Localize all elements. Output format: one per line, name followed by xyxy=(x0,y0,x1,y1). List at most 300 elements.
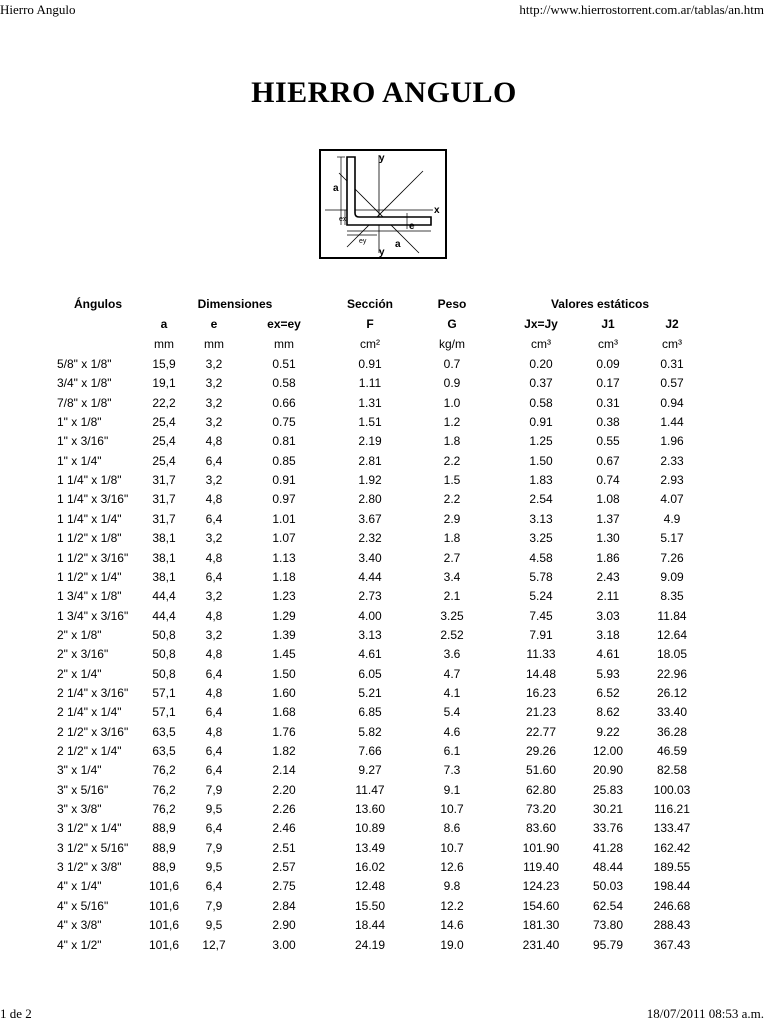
cell-f: 7.66 xyxy=(358,744,382,758)
cell-j2: 4.07 xyxy=(660,492,684,507)
cell-g: 4.6 xyxy=(443,724,461,739)
cell-jx-jy: 0.20 xyxy=(529,357,553,371)
cell-ex-ey: 2.14 xyxy=(272,763,296,778)
cell-j2: 4.9 xyxy=(663,511,681,526)
dimension-a-left: a xyxy=(333,183,339,194)
cell-j2: 11.84 xyxy=(657,608,687,623)
header-seccion: Sección xyxy=(346,297,394,311)
cell-angulo: 2 1/2" x 1/4" xyxy=(57,744,122,758)
cell-jx-jy: 21.23 xyxy=(525,705,557,720)
cell-j1: 62.54 xyxy=(592,898,624,913)
cell-ex-ey: 2.26 xyxy=(272,802,296,817)
cell-angulo: 4" x 3/8" xyxy=(57,918,102,933)
cell-g: 12.6 xyxy=(440,860,464,875)
cell-j1: 1.08 xyxy=(596,492,620,507)
cell-jx-jy: 11.33 xyxy=(526,647,556,662)
cell-j2: 33.40 xyxy=(656,705,688,720)
cell-j1: 95.79 xyxy=(592,937,624,952)
cell-jx-jy: 1.25 xyxy=(529,434,553,449)
cell-j2: 18.05 xyxy=(656,647,688,662)
cell-j1: 1.37 xyxy=(596,511,620,526)
cell-angulo: 1 1/2" x 1/8" xyxy=(57,531,122,546)
cell-e: 4,8 xyxy=(205,550,223,565)
cell-j1: 25.83 xyxy=(592,782,624,797)
cell-j1: 0.38 xyxy=(596,415,620,430)
cell-j2: 288.43 xyxy=(653,918,691,933)
cell-f: 1.31 xyxy=(358,395,382,410)
cell-j2: 26.12 xyxy=(656,685,688,700)
dimension-ex: ex xyxy=(339,216,347,223)
cell-ex-ey: 1.82 xyxy=(272,744,296,758)
cell-e: 7,9 xyxy=(205,840,223,855)
cell-ex-ey: 1.60 xyxy=(272,685,296,700)
unit-e: mm xyxy=(204,337,224,351)
cell-f: 2.80 xyxy=(358,492,382,507)
cell-a: 101,6 xyxy=(148,879,180,894)
table-row xyxy=(0,800,768,819)
cell-jx-jy: 1.50 xyxy=(529,453,553,468)
cell-a: 31,7 xyxy=(152,511,176,526)
y-axis-label-top: y xyxy=(379,153,385,164)
cell-f: 16.02 xyxy=(354,860,386,875)
cell-e: 7,9 xyxy=(205,782,223,797)
cell-ex-ey: 1.76 xyxy=(272,724,296,739)
cell-e: 3,2 xyxy=(205,473,223,488)
cell-f: 3.13 xyxy=(358,627,382,642)
cell-e: 3,2 xyxy=(205,531,223,546)
cell-e: 3,2 xyxy=(205,395,223,410)
table-row xyxy=(0,819,768,838)
cell-f: 2.73 xyxy=(358,589,382,604)
table-row xyxy=(0,471,768,490)
cell-e: 3,2 xyxy=(205,627,223,642)
cell-f: 15.50 xyxy=(354,898,386,913)
cell-g: 9.8 xyxy=(443,879,461,894)
cell-angulo: 1 1/4" x 1/4" xyxy=(57,511,122,526)
cell-j2: 162.42 xyxy=(653,840,691,855)
column-header-j2: J2 xyxy=(665,317,679,331)
cell-angulo: 4" x 5/16" xyxy=(57,898,109,913)
cell-a: 44,4 xyxy=(152,589,176,604)
cell-a: 101,6 xyxy=(148,898,180,913)
cell-g: 9.1 xyxy=(443,782,461,797)
cell-jx-jy: 119.40 xyxy=(523,860,559,875)
cell-jx-jy: 1.83 xyxy=(529,473,553,488)
cell-g: 19.0 xyxy=(440,937,464,952)
cell-j1: 30.21 xyxy=(592,802,624,817)
cell-a: 88,9 xyxy=(152,860,176,875)
cell-g: 1.2 xyxy=(443,415,461,430)
cell-e: 4,8 xyxy=(205,685,223,700)
table-row xyxy=(0,452,768,471)
cell-e: 6,4 xyxy=(205,511,223,526)
cell-j1: 0.17 xyxy=(596,376,620,391)
cell-ex-ey: 1.45 xyxy=(272,647,296,662)
cell-ex-ey: 1.07 xyxy=(272,531,296,546)
cell-g: 12.2 xyxy=(440,898,464,913)
cell-e: 6,4 xyxy=(205,879,223,894)
table-column-header-row xyxy=(0,315,768,334)
cell-jx-jy: 4.58 xyxy=(529,550,553,565)
cell-j1: 0.09 xyxy=(596,357,620,371)
cell-angulo: 7/8" x 1/8" xyxy=(57,395,112,410)
table-row xyxy=(0,665,768,684)
cell-ex-ey: 0.97 xyxy=(272,492,296,507)
cell-jx-jy: 101.90 xyxy=(522,840,560,855)
cell-j1: 3.18 xyxy=(596,627,620,642)
cell-g: 2.2 xyxy=(443,453,461,468)
cell-g: 10.7 xyxy=(440,802,464,817)
cell-angulo: 1 1/2" x 3/16" xyxy=(57,550,129,565)
cell-e: 4,8 xyxy=(205,647,223,662)
table-row xyxy=(0,374,768,393)
cell-j1: 1.30 xyxy=(596,531,620,546)
cell-j2: 12.64 xyxy=(656,627,688,642)
table-group-header-row xyxy=(0,295,768,314)
cell-j1: 12.00 xyxy=(592,744,624,758)
table-row xyxy=(0,549,768,568)
cell-f: 12.48 xyxy=(354,879,386,894)
cell-jx-jy: 83.60 xyxy=(525,821,557,836)
cell-a: 38,1 xyxy=(152,569,176,584)
cell-jx-jy: 0.37 xyxy=(529,376,553,391)
unit-jx-jy: cm³ xyxy=(531,337,551,351)
cell-angulo: 2" x 3/16" xyxy=(57,647,109,662)
cell-angulo: 1 1/4" x 3/16" xyxy=(57,492,129,507)
cell-e: 6,4 xyxy=(205,569,223,584)
cell-j2: 0.31 xyxy=(660,357,684,371)
cell-ex-ey: 1.29 xyxy=(272,608,296,623)
cell-a: 25,4 xyxy=(152,453,176,468)
cell-ex-ey: 2.75 xyxy=(272,879,296,894)
cell-angulo: 3" x 3/8" xyxy=(57,802,102,817)
cell-jx-jy: 73.20 xyxy=(525,802,557,817)
cell-e: 6,4 xyxy=(205,744,223,758)
cell-ex-ey: 0.91 xyxy=(272,473,296,488)
cell-angulo: 2 1/4" x 1/4" xyxy=(57,705,122,720)
cell-j2: 367.43 xyxy=(653,937,691,952)
cell-f: 13.49 xyxy=(354,840,386,855)
cell-j2: 2.93 xyxy=(660,473,684,488)
cell-a: 63,5 xyxy=(152,744,176,758)
dimension-e: e xyxy=(409,221,415,232)
table-row xyxy=(0,626,768,645)
cell-f: 10.89 xyxy=(354,821,386,836)
cell-ex-ey: 2.20 xyxy=(272,782,296,797)
unit-j2: cm³ xyxy=(662,337,682,351)
cell-a: 50,8 xyxy=(152,627,176,642)
cell-j1: 0.67 xyxy=(596,453,620,468)
y-axis-label-bottom: y xyxy=(379,247,385,258)
cell-j2: 0.57 xyxy=(660,376,684,391)
cell-f: 0.91 xyxy=(358,357,382,371)
cell-a: 31,7 xyxy=(152,492,176,507)
cell-e: 6,4 xyxy=(205,705,223,720)
cell-a: 63,5 xyxy=(152,724,176,739)
cell-g: 2.52 xyxy=(440,627,464,642)
table-row xyxy=(0,936,768,955)
cell-jx-jy: 181.30 xyxy=(522,918,560,933)
cell-e: 4,8 xyxy=(205,434,223,449)
cell-j2: 133.47 xyxy=(653,821,691,836)
cell-jx-jy: 2.54 xyxy=(529,492,553,507)
cell-f: 4.61 xyxy=(358,647,382,662)
cell-f: 4.44 xyxy=(358,569,382,584)
cell-f: 18.44 xyxy=(354,918,386,933)
cell-angulo: 1 1/4" x 1/8" xyxy=(57,473,122,488)
cell-f: 6.05 xyxy=(358,666,382,681)
cell-j1: 8.62 xyxy=(596,705,620,720)
cell-j2: 7.26 xyxy=(660,550,684,565)
cell-g: 2.9 xyxy=(443,511,461,526)
cell-jx-jy: 7.45 xyxy=(529,608,553,623)
cell-j2: 5.17 xyxy=(660,531,684,546)
cell-j1: 41.28 xyxy=(592,840,624,855)
cell-angulo: 3 1/2" x 1/4" xyxy=(57,821,122,836)
cell-a: 50,8 xyxy=(152,647,176,662)
cell-jx-jy: 5.24 xyxy=(529,589,553,604)
table-row xyxy=(0,394,768,413)
dimension-a-bottom: a xyxy=(395,239,401,250)
x-axis-label: x xyxy=(434,205,440,216)
cell-j1: 2.43 xyxy=(596,569,620,584)
cell-ex-ey: 2.84 xyxy=(272,898,296,913)
cell-g: 3.6 xyxy=(443,647,461,662)
cell-j1: 3.03 xyxy=(596,608,620,623)
cell-ex-ey: 2.57 xyxy=(272,860,296,875)
cell-angulo: 1" x 1/4" xyxy=(57,453,102,468)
cell-f: 3.40 xyxy=(358,550,382,565)
cell-j2: 189.55 xyxy=(653,860,691,875)
cell-angulo: 1 3/4" x 1/8" xyxy=(57,589,122,604)
cell-e: 3,2 xyxy=(205,589,223,604)
cell-angulo: 3 1/2" x 5/16" xyxy=(57,840,129,855)
unit-g: kg/m xyxy=(438,337,465,351)
cell-e: 3,2 xyxy=(205,357,223,371)
cell-jx-jy: 62.80 xyxy=(525,782,557,797)
cell-ex-ey: 0.58 xyxy=(272,376,296,391)
cell-ex-ey: 0.81 xyxy=(272,434,296,449)
cell-j2: 198.44 xyxy=(653,879,691,894)
cell-ex-ey: 0.75 xyxy=(272,415,296,430)
cell-j2: 100.03 xyxy=(653,782,691,797)
cell-f: 4.00 xyxy=(358,608,382,623)
cell-ex-ey: 2.51 xyxy=(272,840,296,855)
cell-e: 9,5 xyxy=(205,860,223,875)
column-header-j1: J1 xyxy=(601,317,615,331)
table-row xyxy=(0,413,768,432)
cell-f: 1.92 xyxy=(358,473,382,488)
header-peso: Peso xyxy=(437,297,467,311)
cell-angulo: 4" x 1/2" xyxy=(57,937,102,952)
cell-e: 6,4 xyxy=(205,453,223,468)
cell-j1: 0.74 xyxy=(596,473,620,488)
table-row xyxy=(0,858,768,877)
cell-j1: 73.80 xyxy=(592,918,624,933)
cell-e: 9,5 xyxy=(205,802,223,817)
table-row xyxy=(0,723,768,742)
cell-ex-ey: 1.23 xyxy=(272,589,296,604)
cell-angulo: 2" x 1/8" xyxy=(57,627,102,642)
cell-a: 50,8 xyxy=(152,666,176,681)
cell-ex-ey: 0.51 xyxy=(272,357,296,371)
cell-j2: 0.94 xyxy=(660,395,684,410)
cell-g: 10.7 xyxy=(440,840,464,855)
cell-e: 4,8 xyxy=(205,608,223,623)
cell-f: 11.47 xyxy=(355,782,385,797)
cell-jx-jy: 0.58 xyxy=(529,395,553,410)
header-valores-estaticos: Valores estáticos xyxy=(550,297,650,311)
cell-j2: 46.59 xyxy=(656,744,688,758)
cell-g: 1.0 xyxy=(443,395,461,410)
cell-f: 9.27 xyxy=(358,763,382,778)
cell-g: 1.8 xyxy=(443,531,461,546)
cell-j1: 20.90 xyxy=(592,763,624,778)
cell-angulo: 2" x 1/4" xyxy=(57,666,102,681)
cell-a: 57,1 xyxy=(152,685,176,700)
cell-a: 15,9 xyxy=(152,357,176,371)
cell-ex-ey: 2.90 xyxy=(272,918,296,933)
cell-ex-ey: 1.39 xyxy=(272,627,296,642)
table-row xyxy=(0,490,768,509)
cell-j2: 246.68 xyxy=(653,898,691,913)
cell-e: 7,9 xyxy=(205,898,223,913)
table-row xyxy=(0,355,768,374)
cell-angulo: 3" x 5/16" xyxy=(57,782,109,797)
cell-f: 24.19 xyxy=(354,937,386,952)
cell-jx-jy: 5.78 xyxy=(529,569,553,584)
cell-ex-ey: 1.18 xyxy=(272,569,296,584)
cell-f: 2.81 xyxy=(358,453,382,468)
cell-jx-jy: 231.40 xyxy=(522,937,560,952)
table-row xyxy=(0,510,768,529)
cell-a: 76,2 xyxy=(152,802,176,817)
cell-j1: 33.76 xyxy=(592,821,624,836)
unit-a: mm xyxy=(154,337,174,351)
cell-e: 12,7 xyxy=(202,937,226,952)
cell-angulo: 3/4" x 1/8" xyxy=(57,376,112,391)
cell-j1: 4.61 xyxy=(596,647,620,662)
cell-e: 4,8 xyxy=(205,492,223,507)
cell-a: 25,4 xyxy=(152,415,176,430)
cell-f: 2.19 xyxy=(358,434,382,449)
cell-j1: 6.52 xyxy=(596,685,620,700)
cell-jx-jy: 7.91 xyxy=(529,627,553,642)
page-header-url[interactable]: http://www.hierrostorrent.com.ar/tablas/an.htm xyxy=(519,2,764,17)
page-footer-pagenum: 1 de 2 xyxy=(0,1006,32,1021)
cell-g: 1.8 xyxy=(443,434,461,449)
cell-a: 19,1 xyxy=(152,376,176,391)
cell-ex-ey: 1.68 xyxy=(272,705,296,720)
dimension-ey: ey xyxy=(359,238,367,245)
cell-e: 6,4 xyxy=(205,763,223,778)
table-row xyxy=(0,761,768,780)
cell-j2: 116.21 xyxy=(654,802,690,817)
table-row xyxy=(0,839,768,858)
unit-f: cm² xyxy=(360,337,380,351)
table-row xyxy=(0,568,768,587)
table-row xyxy=(0,703,768,722)
cell-j1: 1.86 xyxy=(596,550,620,565)
cell-g: 6.1 xyxy=(443,744,461,758)
column-header-jx-jy: Jx=Jy xyxy=(524,317,558,331)
table-row xyxy=(0,645,768,664)
column-header-ex-ey: ex=ey xyxy=(267,317,301,331)
cell-j2: 2.33 xyxy=(660,453,684,468)
cell-g: 4.7 xyxy=(443,666,461,681)
cell-j1: 0.55 xyxy=(596,434,620,449)
cell-j1: 2.11 xyxy=(596,589,620,604)
cell-e: 3,2 xyxy=(205,376,223,391)
cell-a: 88,9 xyxy=(152,821,176,836)
cell-ex-ey: 1.01 xyxy=(272,511,296,526)
cell-g: 7.3 xyxy=(443,763,461,778)
cell-f: 1.51 xyxy=(358,415,382,430)
table-row xyxy=(0,684,768,703)
cell-ex-ey: 1.13 xyxy=(272,550,296,565)
column-header-a: a xyxy=(160,317,168,331)
cell-j2: 9.09 xyxy=(660,569,684,584)
cell-ex-ey: 3.00 xyxy=(272,937,296,952)
cell-f: 5.21 xyxy=(358,685,382,700)
cell-f: 2.32 xyxy=(358,531,382,546)
cell-j2: 36.28 xyxy=(656,724,688,739)
header-angulos: Ángulos xyxy=(74,297,122,311)
cell-j2: 22.96 xyxy=(656,666,688,681)
cell-j1: 9.22 xyxy=(596,724,620,739)
cell-j1: 50.03 xyxy=(592,879,624,894)
cell-a: 101,6 xyxy=(148,937,180,952)
cell-g: 3.25 xyxy=(440,608,464,623)
page-title: HIERRO ANGULO xyxy=(251,76,517,109)
cell-ex-ey: 0.85 xyxy=(272,453,296,468)
table-row xyxy=(0,607,768,626)
cell-angulo: 1" x 1/8" xyxy=(57,415,102,430)
cell-jx-jy: 51.60 xyxy=(525,763,557,778)
cell-jx-jy: 0.91 xyxy=(529,415,553,430)
cell-a: 38,1 xyxy=(152,531,176,546)
cell-ex-ey: 0.66 xyxy=(272,395,296,410)
cell-a: 38,1 xyxy=(152,550,176,565)
cell-a: 88,9 xyxy=(152,840,176,855)
cell-a: 44,4 xyxy=(152,608,176,623)
table-row xyxy=(0,587,768,606)
table-units-row xyxy=(0,335,768,354)
cell-g: 2.7 xyxy=(443,550,461,565)
cell-f: 6.85 xyxy=(358,705,382,720)
cell-angulo: 1" x 3/16" xyxy=(57,434,109,449)
cell-jx-jy: 22.77 xyxy=(525,724,557,739)
cell-g: 0.7 xyxy=(443,357,461,371)
cell-g: 5.4 xyxy=(443,705,461,720)
cell-e: 3,2 xyxy=(205,415,223,430)
cell-angulo: 3 1/2" x 3/8" xyxy=(57,860,122,875)
cell-angulo: 2 1/2" x 3/16" xyxy=(57,724,129,739)
cell-angulo: 5/8" x 1/8" xyxy=(57,357,112,371)
cell-jx-jy: 154.60 xyxy=(522,898,560,913)
cell-g: 8.6 xyxy=(443,821,461,836)
cell-a: 101,6 xyxy=(148,918,180,933)
page-footer-timestamp: 18/07/2011 08:53 a.m. xyxy=(646,1006,764,1021)
cell-a: 31,7 xyxy=(152,473,176,488)
cell-g: 3.4 xyxy=(443,569,461,584)
cell-angulo: 2 1/4" x 3/16" xyxy=(57,685,129,700)
cell-a: 25,4 xyxy=(152,434,176,449)
cell-g: 1.5 xyxy=(443,473,461,488)
cell-j2: 1.44 xyxy=(660,415,684,430)
cell-jx-jy: 16.23 xyxy=(525,685,557,700)
cell-angulo: 1 1/2" x 1/4" xyxy=(57,569,122,584)
